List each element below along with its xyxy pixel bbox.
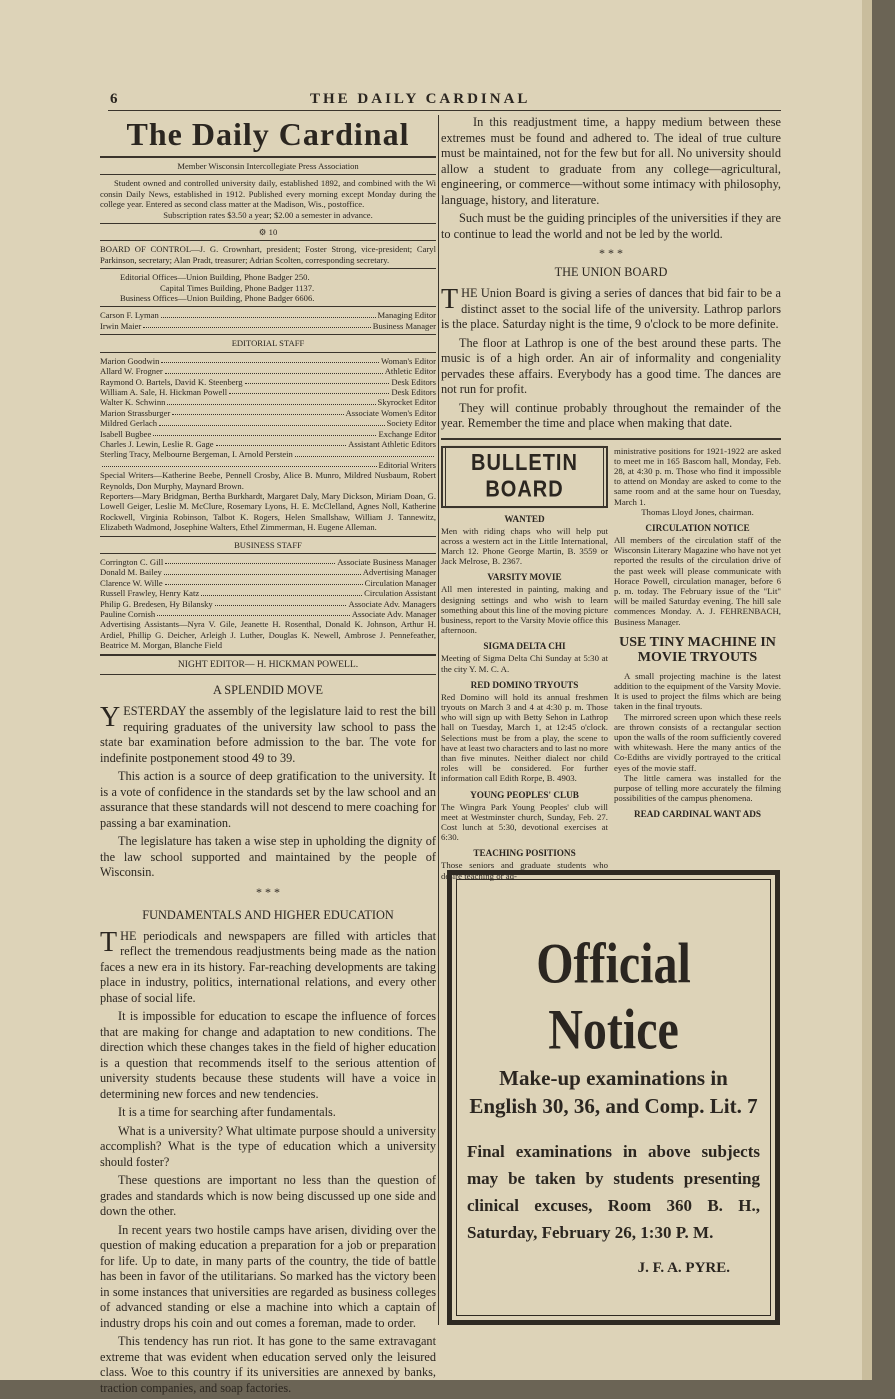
- divider: [441, 438, 781, 440]
- separator: * * *: [599, 246, 623, 260]
- business-staff-list: [100, 557, 436, 619]
- bulletin-item-head: WANTED: [504, 513, 545, 524]
- dot-leader: [153, 429, 376, 436]
- union-label: [100, 227, 436, 237]
- bulletin-item-text: All members of the circulation staff of the Wisconsin Literary Magazine who have not yet reported the results of the circulation drive of the past week will please communicate with Horace Powell, circulation manager, before 6 p. m. today. The February issue of the "Lit" will be mailed Saturday evening. The hill sale commences Monday. A. J. FEHRENBACH, Business Manager.: [614, 534, 781, 627]
- dot-leader: [215, 599, 347, 606]
- editorial-paragraph: THE periodicals and newspapers are filled with articles that reflect the tremendous readjustments being made as the nation faces a new era in its history. Far-reaching developments are taking place in industry, politics, international relations, and every other phase of social life.: [100, 926, 436, 1005]
- divider: [100, 156, 436, 158]
- staff-role: Desk Editors: [391, 376, 436, 387]
- office-line: Business Offices—Union Building, Phone Badger 6606.: [120, 293, 315, 304]
- editorial-paragraph: This action is a source of deep gratification to the university. It is a vote of confidence in the standards set by the law school and an assurance that these standards will not descend to mere coaching for passing a bar examination.: [100, 769, 436, 830]
- header-rule: [108, 110, 781, 111]
- staff-row: [100, 460, 436, 470]
- editorial-paragraph: It is a time for searching after fundamentals.: [118, 1105, 336, 1120]
- bulletin-item-text: The Wingra Park Young Peoples' club will meet at Westminster church, Sunday, Feb. 27. Cost lunch at 5:30, devotional exercises at 6:30.: [441, 801, 608, 843]
- dot-leader: [157, 609, 350, 616]
- page-edge: [862, 0, 872, 1380]
- staff-name: Carson F. Lyman: [100, 310, 159, 321]
- divider: [100, 240, 436, 241]
- staff-row: [100, 356, 436, 366]
- staff-role: Circulation Manager: [364, 577, 436, 588]
- staff-role: Woman's Editor: [380, 355, 436, 366]
- staff-name: Clarence W. Wille: [100, 577, 163, 588]
- staff-role: Associate Adv. Manager: [351, 609, 436, 620]
- staff-role: Editorial Writers: [378, 459, 436, 470]
- notice-body: Final examinations in above subjects may be taken by students presenting clinical excuses, Room 360 B. H., Saturday, February 26, 1:30 P. M.: [467, 1142, 760, 1242]
- staff-row: [100, 557, 436, 567]
- staff-role: Society Editor: [386, 418, 436, 429]
- editorial-paragraph: These questions are important no less than the question of grades and standards which is now being discussed up one side and down the other.: [100, 1173, 436, 1219]
- staff-row: [100, 418, 436, 428]
- staff-row: [100, 397, 436, 407]
- staff-role: Exchange Editor: [378, 428, 436, 439]
- press-association: Member Wisconsin Intercollegiate Press Association: [177, 161, 359, 171]
- editorial-paragraph: THE Union Board is giving a series of dances that bid fair to be a distinct asset to the social life of the university. Lathrop parlors is the place. Saturday night is the time, 9 o'clock to be more definite.: [441, 284, 781, 331]
- dot-leader: [164, 567, 361, 574]
- tiny-machine-paragraph: The mirrored screen upon which these reels are thrown consists of a rectangular section upon the walls of the room sufficiently covered with whitewash. Here the many antics of the Co-Ediths are vividly portrayed to the critical eyes of the movie staff.: [614, 711, 781, 773]
- staff-row: [100, 321, 436, 331]
- want-ads-line: READ CARDINAL WANT ADS: [633, 809, 762, 820]
- bulletin-item-text: Those seniors and graduate students who desire teaching or ad-: [441, 860, 608, 881]
- bulletin-item-text: ministrative positions for 1921-1922 are asked to meet me in 165 Bascom hall, Monday, Feb. 28, at 4:30 p. m. Those who find it impossible to attend on Monday are asked to come to the same room and at the same hour on Tuesday, March 1.: [614, 445, 781, 507]
- editorial-paragraph: In recent years two hostile camps have arisen, dividing over the question of making education a preparation for a job or preparation for life. Up to date, in many parts of the country, the tide of battle has been in favor of the utilitarians. So marked has the victory been in some instances that universities are regarded as business colleges of advanced standing or else a machine into which a captain of industry drops his coin and out comes a foreman, made to order.: [100, 1222, 436, 1330]
- editorial-paragraph: Such must be the guiding principles of the universities if they are to continue to lead the world and not be led by the world.: [441, 211, 781, 241]
- dot-leader: [172, 408, 343, 415]
- staff-row: [100, 449, 436, 459]
- tiny-machine-paragraph: The little camera was installed for the purpose of telling more accurately the filming possibilities of the campus phenomena.: [614, 772, 781, 804]
- bulletin-right-column: [614, 446, 781, 881]
- divider: [100, 334, 436, 335]
- staff-name: Allard W. Frogner: [100, 366, 163, 377]
- bulletin-item-head: TEACHING POSITIONS: [473, 848, 576, 859]
- dot-leader: [245, 377, 390, 384]
- staff-role: Athletic Editor: [384, 366, 436, 377]
- editorial-paragraph: The legislature has taken a wise step in upholding the dignity of the law school supported and maintained by the people of Wisconsin.: [100, 834, 436, 880]
- staff-name: Donald M. Bailey: [100, 567, 162, 578]
- editorial-staff-title: EDITORIAL STAFF: [231, 338, 305, 349]
- separator: * * *: [256, 884, 280, 899]
- dot-leader: [143, 321, 370, 328]
- editorial-paragraph: The floor at Lathrop is one of the best around these parts. The music is of a high order. An air of informality and congeniality pervades these affairs. Everybody has a good time. The dances are not run for profit.: [441, 335, 781, 396]
- staff-role: Assistant Athletic Editors: [348, 438, 436, 449]
- editorial-paragraph: In this readjustment time, a happy medium between these extremes must be found and adhered to. The ideal of true culture must be maintained, not for the few but for all. No university should allow a student to graduate from any college—agricultural, engineering, or commerce—without some intimacy with philosophy, language, history, and literature.: [441, 115, 781, 207]
- fundamentals-body: [100, 926, 436, 1397]
- staff-name: Irwin Maier: [100, 320, 142, 331]
- notice-subtitle: Make-up examinations in English 30, 36, and Comp. Lit. 7: [469, 1066, 758, 1118]
- about-text: Student owned and controlled university daily, established 1892, and combined with the Wi consin Daily News, established in 1912. Published every morning except Monday during the college year. Entered as second class matter at the Madison, Wis., postoffice.: [100, 178, 436, 210]
- staff-name: Philip G. Bredesen, Hy Bilansky: [100, 598, 213, 609]
- bulletin-board-banner: [441, 446, 608, 508]
- special-writers: Special Writers—Katherine Beebe, Pennell Crosby, Alice B. Munro, Mildred Nusbaum, Robert Reynolds, Don Murphy, Maynard Brown.: [100, 470, 436, 491]
- office-line: Capital Times Building, Phone Badger 1137.: [160, 282, 315, 293]
- bulletin-item-text: Men with riding chaps who will help put across a western act in the Little International, March 12. Phone George Martin, B. 3559 or Jack Melrose, B. 2367.: [441, 525, 608, 567]
- staff-role: Circulation Assistant: [364, 588, 436, 599]
- bulletin-item-head: RED DOMINO TRYOUTS: [470, 679, 579, 690]
- left-column: [100, 115, 436, 1399]
- staff-name: Raymond O. Bartels, David K. Steenberg: [100, 376, 243, 387]
- staff-name: Marion Goodwin: [100, 355, 160, 366]
- divider: [100, 352, 436, 353]
- bulletin-board: [441, 446, 781, 881]
- dot-leader: [165, 366, 383, 373]
- dot-leader: [201, 588, 362, 595]
- staff-row: [100, 366, 436, 376]
- staff-name: Isabell Bugbee: [100, 428, 152, 439]
- editorial-staff-list: [100, 356, 436, 470]
- divider: [100, 268, 436, 269]
- staff-role: Associate Business Manager: [337, 557, 436, 567]
- staff-row: [100, 408, 436, 418]
- page-number: 6: [110, 91, 118, 107]
- staff-role: Business Manager: [372, 320, 436, 331]
- dot-leader: [165, 578, 363, 585]
- notice-title: Official Notice: [536, 932, 691, 1062]
- staff-role: Advertising Manager: [362, 567, 436, 578]
- divider: [100, 174, 436, 175]
- divider: [100, 536, 436, 537]
- right-column: [441, 115, 781, 881]
- staff-name: William A. Sale, H. Hickman Powell: [100, 386, 228, 397]
- night-editor: NIGHT EDITOR— H. HICKMAN POWELL.: [177, 658, 359, 670]
- dot-leader: [159, 418, 385, 425]
- masthead-title: The Daily Cardinal: [126, 116, 410, 152]
- staff-row: [100, 377, 436, 387]
- staff-row: [100, 578, 436, 588]
- bulletin-left-column: [441, 446, 608, 881]
- divider: [100, 223, 436, 224]
- bulletin-board-title: BULLETIN BOARD: [445, 445, 604, 507]
- tiny-machine-paragraph: A small projecting machine is the latest addition to the equipment of the Varsity Movie. It is used to project the films which are being taken in the final tryouts.: [614, 670, 781, 712]
- staff-row: [100, 599, 436, 609]
- managers-list: [100, 310, 436, 331]
- divider: [100, 306, 436, 307]
- staff-name: Mildred Gerlach: [100, 418, 158, 429]
- dot-leader: [216, 439, 347, 446]
- advertising-assistants: Advertising Assistants—Nyra V. Gile, Jeanette H. Rosenthal, Donald K. Johnson, Arthur H. Ardiel, Phillip G. Deicher, Arleigh J. Luther, Douglas K. Newell, Ambrose J. Pennefeather, Beatrice M. Morgan, Blanche Field: [100, 619, 436, 651]
- staff-name: Corrington C. Gill: [100, 557, 164, 567]
- bulletin-item-head: VARSITY MOVIE: [487, 572, 562, 583]
- editorial-headline: A SPLENDID MOVE: [213, 683, 323, 698]
- staff-role: Managing Editor: [377, 310, 436, 321]
- bulletin-item-text: Thomas Lloyd Jones, chairman.: [641, 506, 754, 517]
- dot-leader: [165, 557, 335, 564]
- dot-leader: [167, 397, 375, 404]
- dot-leader: [229, 387, 389, 394]
- staff-name: Sterling Tracy, Melbourne Bergeman, I. Arnold Perstein: [100, 449, 293, 460]
- staff-role: Associate Adv. Managers: [348, 598, 436, 609]
- tiny-machine-headline: USE TINY MACHINE IN MOVIE TRYOUTS: [619, 634, 776, 665]
- official-notice-box: [447, 870, 780, 1325]
- notice-signature: J. F. A. PYRE.: [637, 1260, 730, 1276]
- dot-leader: [161, 356, 379, 363]
- dot-leader: [102, 460, 377, 467]
- divider: [100, 674, 436, 675]
- staff-name: Walter K. Schwinn: [100, 397, 166, 408]
- editorial-paragraph: YESTERDAY the assembly of the legislature laid to rest the bill requiring graduates of the university law school to pass the state bar examination before admission to the bar. The vote for indefinite postponement stood 49 to 39.: [100, 702, 436, 765]
- editorial-headline: FUNDAMENTALS AND HIGHER EDUCATION: [142, 907, 394, 922]
- board-of-control: BOARD OF CONTROL—J. G. Crownhart, president; Foster Strong, vice-president; Caryl Parkinson, secretary; Alan Pradt, treasurer; Adrian Scolten, corresponding secretary.: [100, 244, 436, 265]
- staff-row: [100, 567, 436, 577]
- business-staff-title: BUSINESS STAFF: [234, 539, 302, 550]
- staff-role: Skyrocket Editor: [377, 397, 436, 408]
- staff-row: [100, 609, 436, 619]
- dot-leader: [161, 310, 376, 317]
- office-line: Editorial Offices—Union Building, Phone Badger 250.: [120, 272, 310, 283]
- staff-name: Russell Frawley, Henry Katz: [100, 588, 200, 599]
- staff-row: [100, 439, 436, 449]
- staff-row: [100, 387, 436, 397]
- editorial-paragraph: This tendency has run riot. It has gone to the same extravagant extreme that was evident when education served only the leisured class. Woe to this country if its universities are annexed by banks, traction companies, and soap factories.: [100, 1334, 436, 1395]
- bulletin-item-text: Red Domino will hold its annual freshmen tryouts on March 3 and 4 at 4:30 p. m. Those who will sign up with Betty Sehon in Lathrop hall on Tuesday, March 1, at 12:45 o'clock. Selections must be from a play, the scene to have at least two characters and to last no more than five minutes. Neither dialect nor child roles will be considered. For further information call Edith Rorpe, B. 4903.: [441, 691, 608, 784]
- staff-role: Associate Women's Editor: [345, 407, 436, 418]
- editorial-paragraph: It is impossible for education to escape the influence of forces that are making for change and adaptation to new conditions. The direction which these changes takes in the field of higher education is a question that recommends itself to the serious attention of university students because these students will have a voice in determining new forces and new tendencies.: [100, 1009, 436, 1101]
- divider: [100, 654, 436, 656]
- staff-row: [100, 429, 436, 439]
- staff-role: Desk Editors: [391, 386, 436, 397]
- dot-leader: [295, 449, 434, 456]
- subscription-rates: Subscription rates $3.50 a year; $2.00 a semester in advance.: [163, 209, 373, 220]
- staff-name: Charles J. Lewin, Leslie R. Gage: [100, 438, 214, 449]
- bulletin-item-text: Meeting of Sigma Delta Chi Sunday at 5:30 at the city Y. M. C. A.: [441, 653, 608, 674]
- bulletin-item-head: CIRCULATION NOTICE: [645, 522, 750, 533]
- bulletin-item-head: YOUNG PEOPLES' CLUB: [470, 789, 579, 800]
- editorial-paragraph: They will continue probably throughout the remainder of the year. Remember the time and place when making that date.: [441, 400, 781, 430]
- staff-row: [100, 588, 436, 598]
- bulletin-item-head: SIGMA DELTA CHI: [483, 641, 566, 652]
- running-header: THE DAILY CARDINAL: [310, 91, 531, 107]
- staff-row: [100, 310, 436, 320]
- staff-name: Pauline Cornish: [100, 609, 156, 620]
- official-notice-inner: [456, 879, 771, 1316]
- union-label-icon: ⚙: [258, 227, 267, 238]
- reporters: Reporters—Mary Bridgman, Bertha Burkhardt, Margaret Daly, Mary Dickson, Miriam Doan, G. Lowell Geiger, Leslie M. McClure, Rosemary Lyons, H. E. McClelland, Agnes Noll, Katherine Rockwell, Virginia Robinson, Talbot K. Rogers, Helen Smallshaw, William J. Tannewitz, Elizabeth Wadmond, Josephine Walters, Ethel Zimmerman, H. Eugene Alleman.: [100, 490, 436, 533]
- editorial-headline: THE UNION BOARD: [554, 265, 668, 279]
- staff-name: Marion Strassburger: [100, 407, 171, 418]
- union-label-number: 10: [268, 227, 278, 238]
- bulletin-item-text: All men interested in painting, making and designing settings and who wish to learn something about this line of the moving picture business, report to the Varsity Movie office this afternoon.: [441, 584, 608, 636]
- editorial-paragraph: What is a university? What ultimate purpose should a university accomplish? What is the type of education which a university should foster?: [100, 1123, 436, 1169]
- divider: [100, 553, 436, 554]
- column-rule: [438, 115, 439, 1325]
